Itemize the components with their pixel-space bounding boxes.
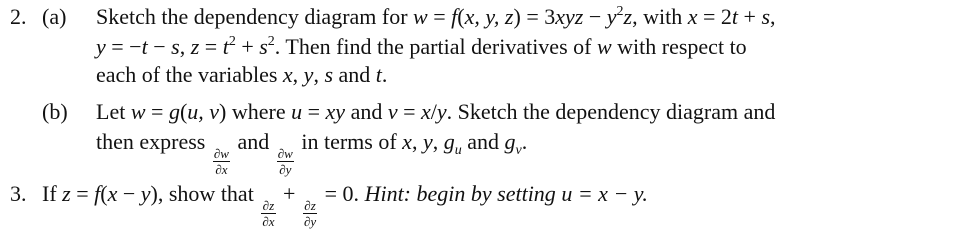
part-a-label: (a) [42,4,67,29]
problem-3-hint: Hint: begin by setting u = x − y. [364,181,648,206]
dz-dx-fraction: $\frac{\partial z}{\partial x}$ [262,198,275,229]
problem-2-number: 2. [10,4,27,29]
part-a-line-1: Sketch the dependency diagram for w = f(x, y, $z) = 3xyz - y^2z$, with x = 2t + s, [96,4,776,29]
part-b-line-1: Let w = g(u, v) where u = xy and v = x/y. Sketch the dependency diagram and [96,99,776,124]
dw-dy-fraction: $\frac{\partial w}{\partial y}$ [277,146,293,177]
problem-3-text: If z = f(x − y), show that $\frac{\partial z}{\partial x}$ + $\frac{\partial z}{\partial y}$ = 0. Hint: begin by setting u = x − y. [42,181,648,229]
part-b-label: (b) [42,99,68,124]
dw-dx-fraction: $\frac{\partial w}{\partial x}$ [213,146,229,177]
dz-dy-fraction: $\frac{\partial z}{\partial y}$ [303,198,317,229]
part-a-line-3: each of the variables x, y, s and t. [96,62,388,87]
part-a-line-2: y = −t − s, $z = t^2 + s^2$. Then find the partial derivatives of w with respect to [96,34,747,59]
problem-3-number: 3. [10,181,27,206]
part-b-line-2: then express $\frac{\partial w}{\partial x}$ and $\frac{\partial w}{\partial y}$ in terms of x, y, $g_u$ and $g_v$. [96,129,528,177]
